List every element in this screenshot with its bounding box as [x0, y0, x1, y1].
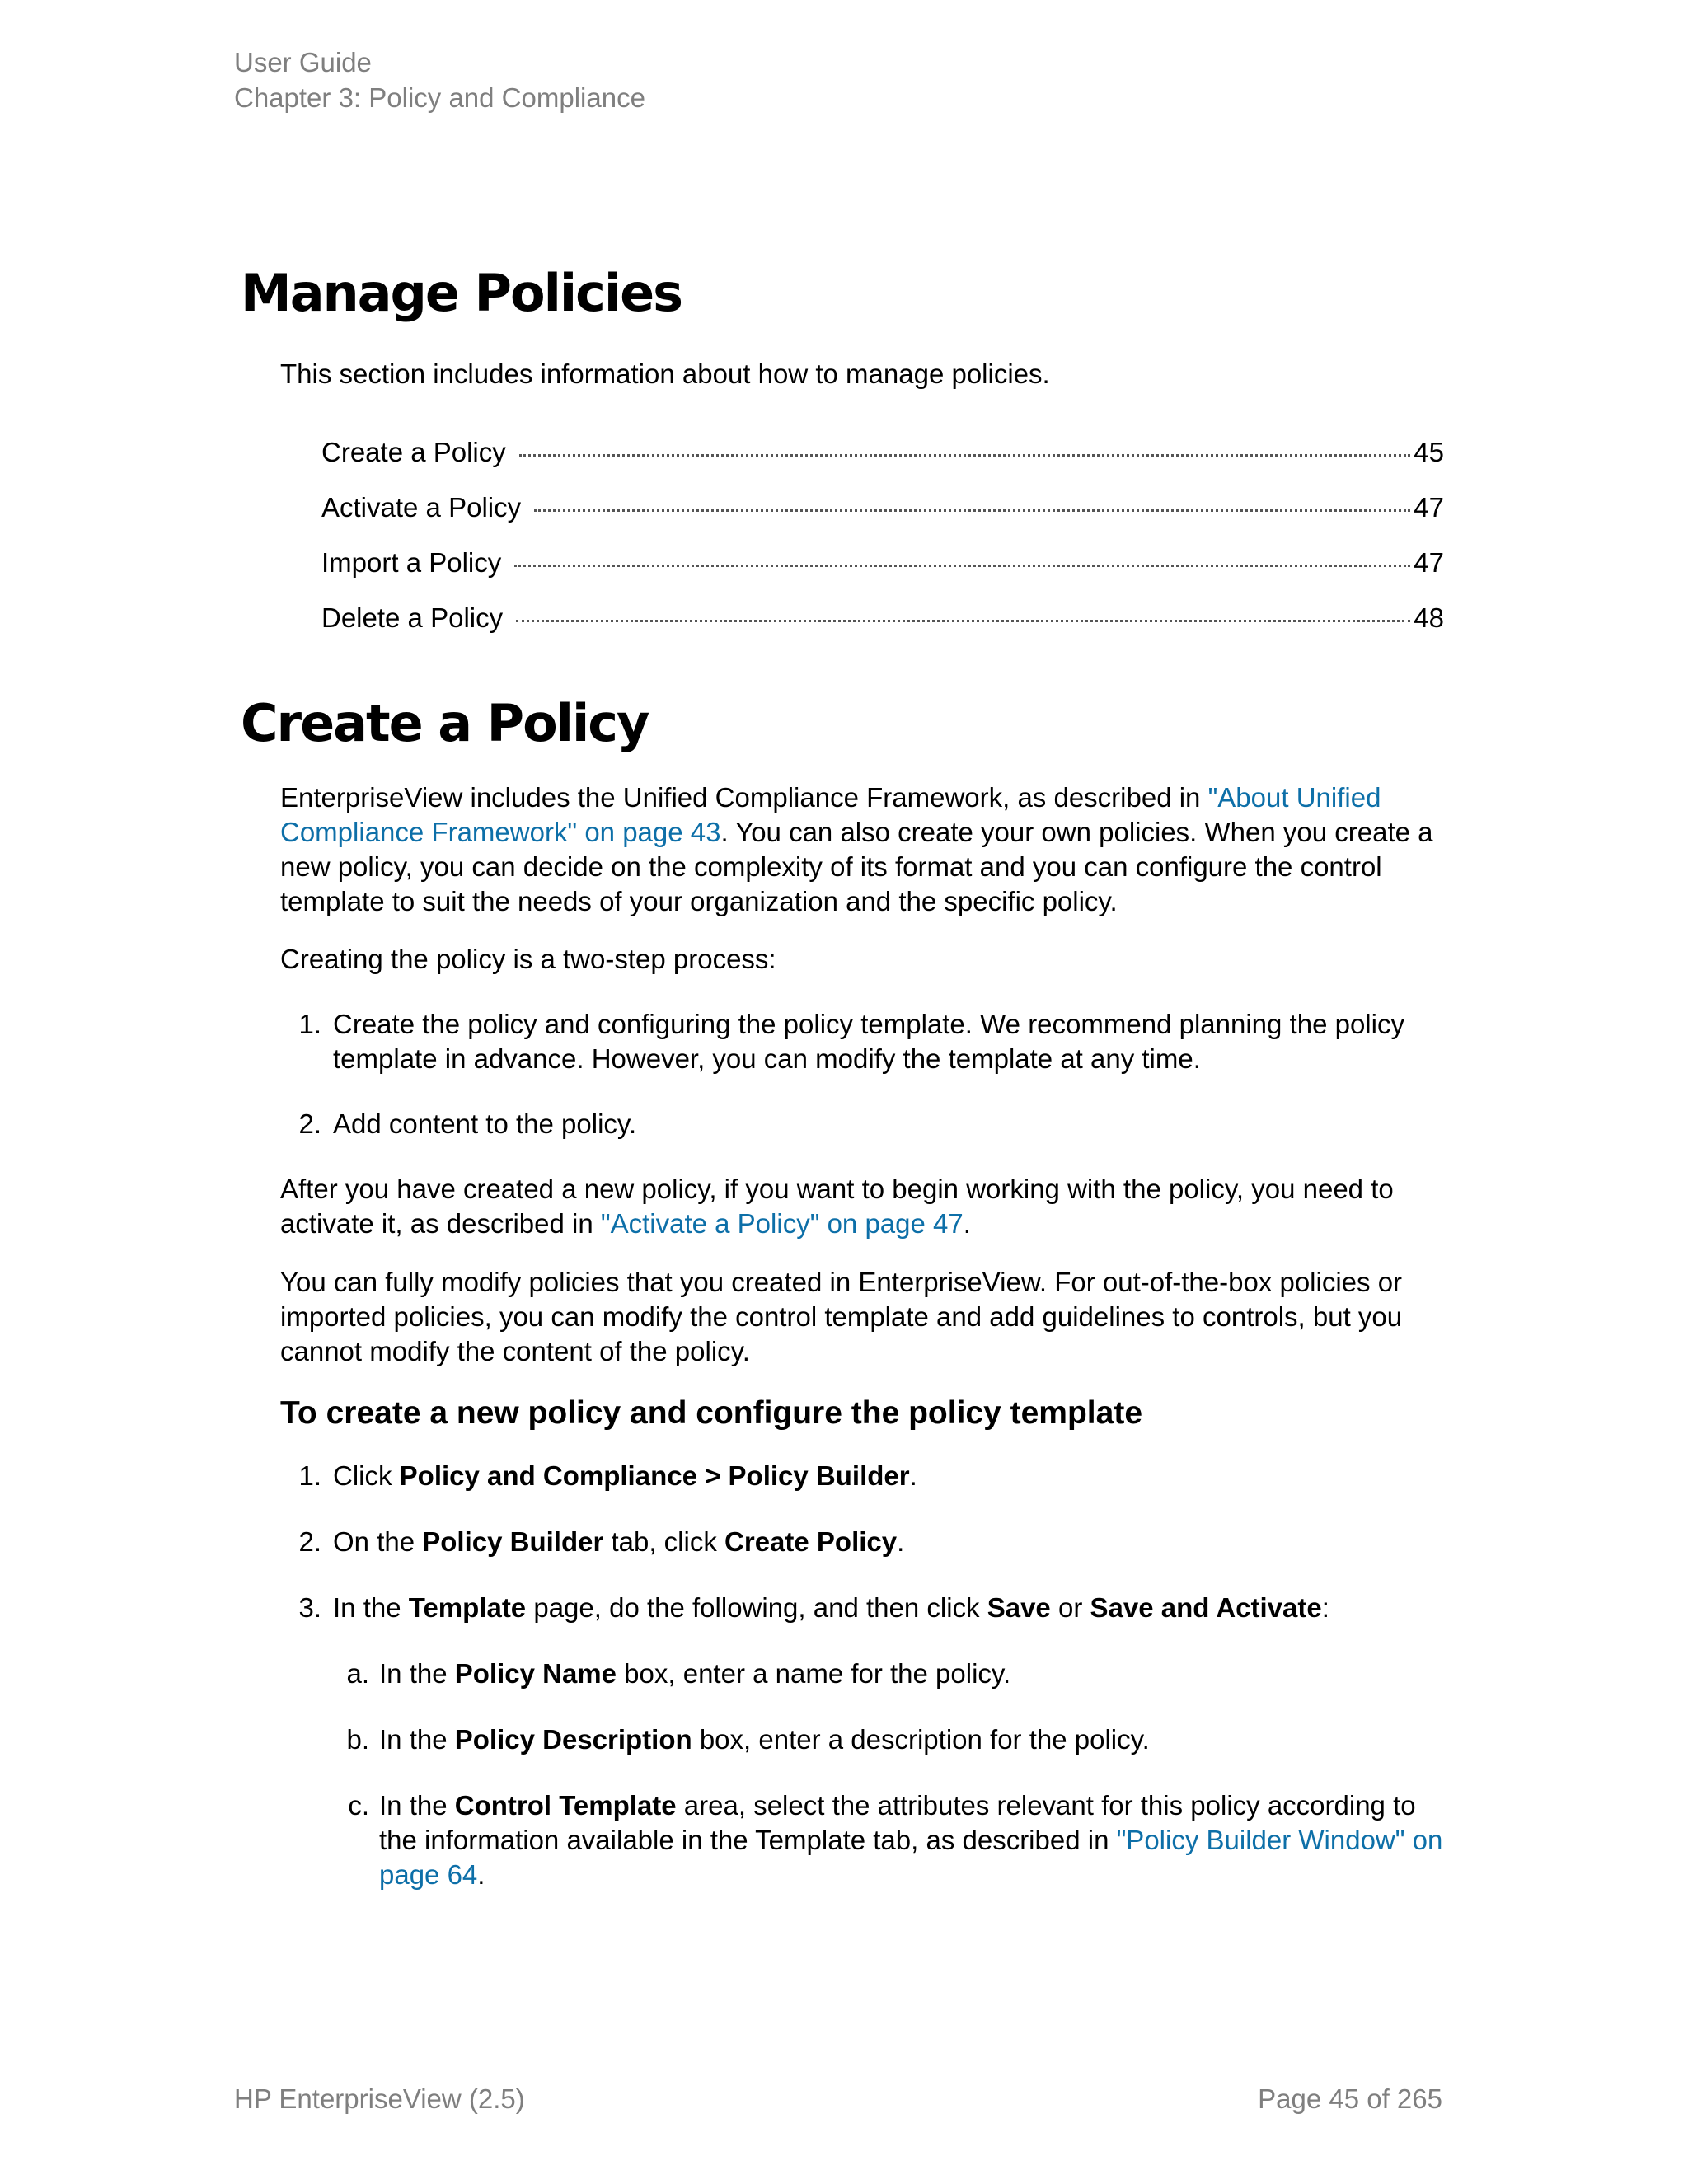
doc-title: User Guide — [234, 47, 372, 77]
procedure-step-1: 1. Click Policy and Compliance > Policy Builder. — [298, 1460, 917, 1491]
section-title-manage-policies: Manage Policies — [241, 263, 682, 323]
paragraph-two-step: Creating the policy is a two-step process: — [280, 944, 776, 974]
link-activate-policy[interactable]: "Activate a Policy" on page 47 — [600, 1208, 964, 1239]
procedure-step-3: 3. In the Template page, do the following, and then click Save or Save and Activate: — [298, 1592, 1329, 1623]
toc-item-activate[interactable]: Activate a Policy 47 — [321, 492, 1444, 523]
footer-page-number: Page 45 of 265 — [1258, 2083, 1442, 2114]
footer-product: HP EnterpriseView (2.5) — [234, 2083, 525, 2114]
toc — [321, 435, 1444, 656]
toc-item-delete[interactable]: Delete a Policy 48 — [321, 602, 1444, 633]
running-header — [234, 45, 645, 115]
toc-item-create[interactable]: Create a Policy 45 — [321, 437, 1444, 467]
link-policy-builder-window[interactable]: "Policy Builder Window" on page 64 — [379, 1825, 1443, 1890]
paragraph-modify: You can fully modify policies that you created in EnterpriseView. For out-of-the-box policies or imported policies, you can modify the control template and add guidelines to controls, but you cannot modify the content of the policy. — [280, 1267, 1403, 1366]
procedure-step-2: 2. On the Policy Builder tab, click Create Policy. — [298, 1526, 905, 1557]
procedure-substep-b: b. In the Policy Description box, enter a description for the policy. — [346, 1724, 1150, 1755]
procedure-substep-a: a. In the Policy Name box, enter a name for the policy. — [346, 1658, 1011, 1689]
list-item: 1. Create the policy and configuring the policy template. We recommend planning the policy template in advance. However, you can modify the template at any time. — [298, 1009, 1404, 1074]
chapter-title: Chapter 3: Policy and Compliance — [234, 82, 645, 113]
procedure-heading: To create a new policy and configure the policy template — [280, 1395, 1143, 1431]
paragraph-activate: After you have created a new policy, if you want to begin working with the policy, you need to activate it, as described in "Activate a Policy" on page 47. — [280, 1174, 1394, 1239]
procedure-substep-c: c. In the Control Template area, select the attributes relevant for this policy according to the information available in the Template tab, as described in "Policy Builder Window" on page 64. — [348, 1790, 1443, 1890]
section-intro: This section includes information about how to manage policies. — [280, 359, 1050, 389]
link-about-ucf[interactable]: "About Unified Compliance Framework" on page 43 — [280, 782, 1381, 847]
list-item: 2. Add content to the policy. — [298, 1108, 637, 1139]
toc-item-import[interactable]: Import a Policy 47 — [321, 547, 1444, 578]
paragraph-ucf: EnterpriseView includes the Unified Compliance Framework, as described in "About Unified Compliance Framework" on page 43. You can also create your own policies. When you create a new policy, you can decide on the complexity of its format and you can configure the control template to suit the needs of your organization and the specific policy. — [280, 782, 1433, 916]
section-title-create-policy: Create a Policy — [241, 693, 649, 753]
